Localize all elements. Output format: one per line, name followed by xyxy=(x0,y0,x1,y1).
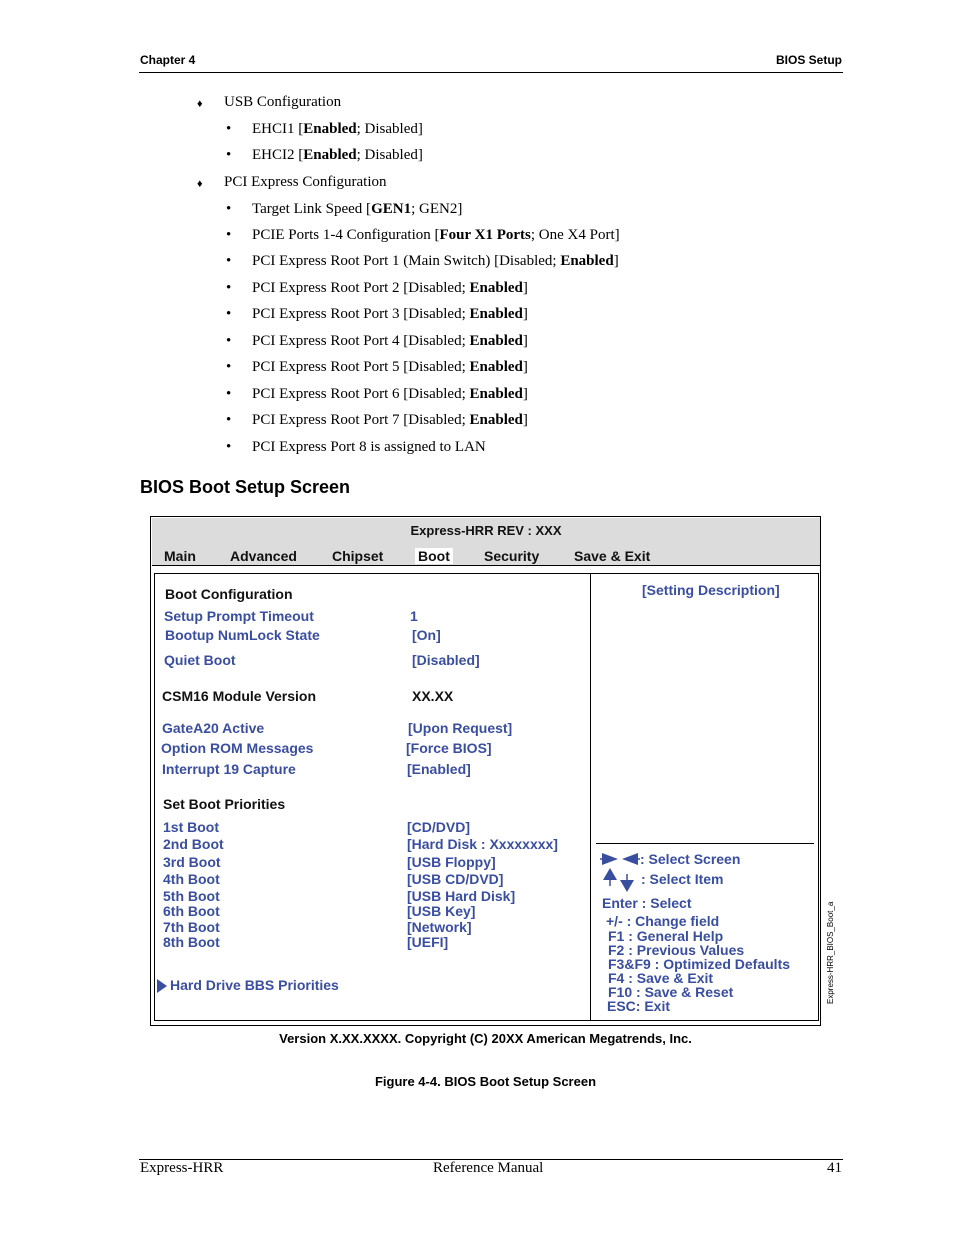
bullet-icon: • xyxy=(226,227,232,243)
option-rom-value[interactable]: [Force BIOS] xyxy=(406,740,492,756)
interrupt19-label[interactable]: Interrupt 19 Capture xyxy=(162,761,296,777)
bios-title: Express-HRR REV : XXX xyxy=(410,523,562,538)
menu-save-exit[interactable]: Save & Exit xyxy=(574,548,651,564)
hdd-bbs-priorities-link[interactable]: Hard Drive BBS Priorities xyxy=(170,977,339,993)
setup-prompt-value[interactable]: 1 xyxy=(410,608,418,624)
boot-priority-label[interactable]: 6th Boot xyxy=(163,903,220,919)
numlock-label[interactable]: Bootup NumLock State xyxy=(165,627,320,643)
boot-priority-label[interactable]: 1st Boot xyxy=(163,819,219,835)
key-esc: ESC: Exit xyxy=(607,998,671,1014)
quiet-boot-label[interactable]: Quiet Boot xyxy=(164,652,236,668)
key-select-screen: : Select Screen xyxy=(640,851,741,867)
up-down-arrows-icon xyxy=(602,868,636,892)
ehci2-item: EHCI2 [Enabled; Disabled] xyxy=(252,147,423,163)
key-f10: F10 : Save & Reset xyxy=(608,984,734,1000)
setting-description: [Setting Description] xyxy=(642,582,780,598)
bullet-icon: • xyxy=(226,253,232,269)
bullet-icon: • xyxy=(226,412,232,428)
boot-config-heading: Boot Configuration xyxy=(165,586,293,602)
boot-priority-label[interactable]: 8th Boot xyxy=(163,934,220,950)
gatea20-label[interactable]: GateA20 Active xyxy=(162,720,265,736)
header-rule xyxy=(139,72,843,73)
key-f2: F2 : Previous Values xyxy=(608,942,745,958)
boot-priority-label[interactable]: 7th Boot xyxy=(163,919,220,935)
usb-config-title: USB Configuration xyxy=(224,94,342,110)
boot-priority-value[interactable]: [UEFI] xyxy=(407,934,449,950)
root-port-item: PCI Express Root Port 5 [Disabled; Enabled] xyxy=(252,359,528,375)
bios-title-bar xyxy=(152,518,820,566)
link-speed-item: Target Link Speed [GEN1; GEN2] xyxy=(252,201,463,217)
boot-priority-value[interactable]: [CD/DVD] xyxy=(407,819,470,835)
csm16-value: XX.XX xyxy=(412,688,454,704)
root-port-item: PCI Express Root Port 2 [Disabled; Enabled] xyxy=(252,280,528,296)
boot-priority-value[interactable]: [Network] xyxy=(407,919,472,935)
root-port-item: PCI Express Root Port 3 [Disabled; Enabled] xyxy=(252,306,528,322)
bullet-icon: • xyxy=(226,439,232,455)
numlock-value[interactable]: [On] xyxy=(412,627,441,643)
root-port-item: PCI Express Root Port 7 [Disabled; Enabled] xyxy=(252,412,528,428)
footer-product: Express-HRR xyxy=(140,1160,224,1176)
key-select-item: : Select Item xyxy=(641,871,724,887)
bullet-icon: • xyxy=(226,306,232,322)
diamond-bullet-icon: ♦ xyxy=(197,98,203,110)
footer-manual: Reference Manual xyxy=(433,1160,544,1176)
menu-advanced[interactable]: Advanced xyxy=(230,548,297,564)
bullet-icon: • xyxy=(226,121,232,137)
boot-priority-value[interactable]: [USB CD/DVD] xyxy=(407,871,504,887)
boot-priority-value[interactable]: [USB Floppy] xyxy=(407,854,496,870)
option-rom-label[interactable]: Option ROM Messages xyxy=(161,740,314,756)
root-port-item: PCI Express Root Port 6 [Disabled; Enabled] xyxy=(252,386,528,402)
interrupt19-value[interactable]: [Enabled] xyxy=(407,761,471,777)
ehci1-item: EHCI1 [Enabled; Disabled] xyxy=(252,121,423,137)
key-f4: F4 : Save & Exit xyxy=(608,970,714,986)
bullet-icon: • xyxy=(226,359,232,375)
key-f3-f9: F3&F9 : Optimized Defaults xyxy=(608,956,791,972)
help-divider xyxy=(596,843,814,844)
figure-caption: Figure 4-4. BIOS Boot Setup Screen xyxy=(374,1074,597,1089)
set-boot-heading: Set Boot Priorities xyxy=(163,796,286,812)
bios-version-line: Version X.XX.XXXX. Copyright (C) 20XX American Megatrends, Inc. xyxy=(279,1031,692,1046)
setup-prompt-label[interactable]: Setup Prompt Timeout xyxy=(164,608,314,624)
gatea20-value[interactable]: [Upon Request] xyxy=(408,720,513,736)
menu-security[interactable]: Security xyxy=(484,548,540,564)
quiet-boot-value[interactable]: [Disabled] xyxy=(412,652,480,668)
key-f1: F1 : General Help xyxy=(608,928,724,944)
boot-priority-value[interactable]: [USB Key] xyxy=(407,903,476,919)
csm16-label: CSM16 Module Version xyxy=(162,688,317,704)
root-port-item: PCI Express Root Port 1 (Main Switch) [Disabled; Enabled] xyxy=(252,253,619,269)
key-enter: Enter : Select xyxy=(602,895,692,911)
boot-priority-value[interactable]: [Hard Disk : Xxxxxxxx] xyxy=(407,836,558,852)
menu-chipset[interactable]: Chipset xyxy=(332,548,384,564)
menu-boot[interactable]: Boot xyxy=(415,548,453,564)
chapter-label: Chapter 4 xyxy=(140,53,196,67)
section-title: BIOS Boot Setup Screen xyxy=(140,477,351,497)
left-right-arrows-icon xyxy=(600,852,640,866)
boot-priority-label[interactable]: 2nd Boot xyxy=(163,836,224,852)
boot-priority-label[interactable]: 5th Boot xyxy=(163,888,220,904)
key-plus-minus: +/- : Change field xyxy=(606,913,720,929)
figure-side-label: Express-HRR_BIOS_Boot_a xyxy=(826,901,835,1004)
pcie-config-title: PCI Express Configuration xyxy=(224,174,387,190)
root-port-item: PCI Express Root Port 4 [Disabled; Enabled] xyxy=(252,333,528,349)
menu-main[interactable]: Main xyxy=(164,548,196,564)
port8-item: PCI Express Port 8 is assigned to LAN xyxy=(252,439,486,455)
bullet-icon: • xyxy=(226,333,232,349)
bullet-icon: • xyxy=(226,147,232,163)
bullet-icon: • xyxy=(226,280,232,296)
page-number: 41 xyxy=(827,1160,842,1176)
diamond-bullet-icon: ♦ xyxy=(197,178,203,190)
section-label: BIOS Setup xyxy=(775,53,842,67)
boot-priority-value[interactable]: [USB Hard Disk] xyxy=(407,888,516,904)
submenu-arrow-icon xyxy=(157,979,168,993)
boot-priority-label[interactable]: 4th Boot xyxy=(163,871,220,887)
boot-priority-label[interactable]: 3rd Boot xyxy=(163,854,221,870)
bullet-icon: • xyxy=(226,201,232,217)
ports14-item: PCIE Ports 1-4 Configuration [Four X1 Ports; One X4 Port] xyxy=(252,227,620,243)
bullet-icon: • xyxy=(226,386,232,402)
